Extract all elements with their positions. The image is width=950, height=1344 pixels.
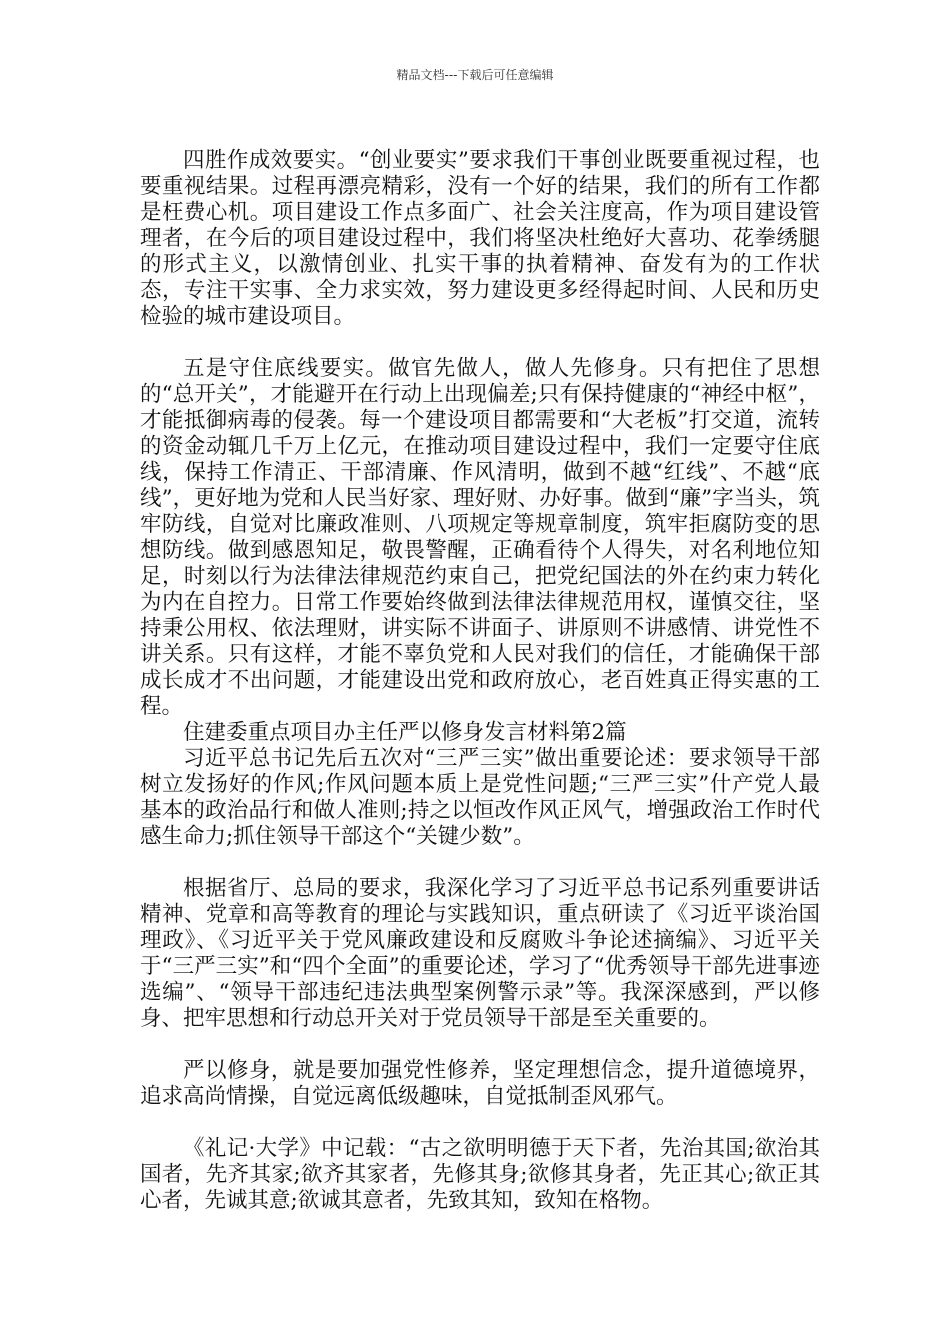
paragraph: 习近平总书记先后五次对“三严三实”做出重要论述：要求领导干部树立发扬好的作风;作风问题本质上是党性问题;“三严三实”什产党人最基本的政治品行和做人准则;持之以恒改作风正风气，增强政治工作时代感生命力;抓住领导干部这个“关键少数”。 — [140, 746, 820, 849]
paragraph: 四胜作成效要实。“创业要实”要求我们干事创业既要重视过程，也要重视结果。过程再漂亮精彩，没有一个好的结果，我们的所有工作都是枉费心机。项目建设工作点多面广、社会关注度高，作为项目建设管理者，在今后的项目建设过程中，我们将坚决杜绝好大喜功、花拳绣腿的形式主义，以激情创业、扎实干事的执着精神、奋发有为的工作状态，专注干实事、全力求实效，努力建设更多经得起时间、人民和历史检验的城市建设项目。 — [140, 148, 820, 329]
paragraph: 《礼记·大学》中记载：“古之欲明明德于天下者，先治其国;欲治其国者，先齐其家;欲齐其家者，先修其身;欲修其身者，先正其心;欲正其心者，先诚其意;欲诚其意者，先致其知，致知在格物。 — [140, 1136, 820, 1213]
page-header: 精品文档---下载后可任意编辑 — [396, 68, 554, 82]
paragraph: 严以修身，就是要加强党性修养，坚定理想信念，提升道德境界，追求高尚情操，自觉远离低级趣味，自觉抵制歪风邪气。 — [140, 1058, 820, 1109]
document-body — [140, 148, 820, 1214]
section-title: 住建委重点项目办主任严以修身发言材料第2篇 — [183, 720, 627, 745]
paragraph: 根据省厅、总局的要求，我深化学习了习近平总书记系列重要讲话精神、党章和高等教育的理论与实践知识，重点研读了《习近平谈治国理政》、《习近平关于党风廉政建设和反腐败斗争论述摘编》、习近平关于“三严三实”和“四个全面”的重要论述，学习了“优秀领导干部先进事迹选编”、“领导干部违纪违法典型案例警示录”等。我深深感到，严以修身、把牢思想和行动总开关对于党员领导干部是至关重要的。 — [140, 876, 820, 1031]
paragraph: 五是守住底线要实。做官先做人，做人先修身。只有把住了思想的“总开关”，才能避开在行动上出现偏差;只有保持健康的“神经中枢”，才能抵御病毒的侵袭。每一个建设项目都需要和“大老板”打交道，流转的资金动辄几千万上亿元，在推动项目建设过程中，我们一定要守住底线，保持工作清正、干部清廉、作风清明，做到不越“红线”、不越“底线”，更好地为党和人民当好家、理好财、办好事。做到“廉”字当头，筑牢防线，自觉对比廉政准则、八项规定等规章制度，筑牢拒腐防变的思想防线。做到感恩知足，敬畏警醒，正确看待个人得失，对名利地位知足，时刻以行为法律法律规范约束自己，把党纪国法的外在约束力转化为内在自控力。日常工作要始终做到法律法律规范用权，谨慎交往，坚持秉公用权、依法理财，讲实际不讲面子、讲原则不讲感情、讲党性不讲关系。只有这样，才能不辜负党和人民对我们的信任，才能确保干部成长成才不出问题，才能建设出党和政府放心，老百姓真正得实惠的工程。 — [140, 356, 820, 719]
